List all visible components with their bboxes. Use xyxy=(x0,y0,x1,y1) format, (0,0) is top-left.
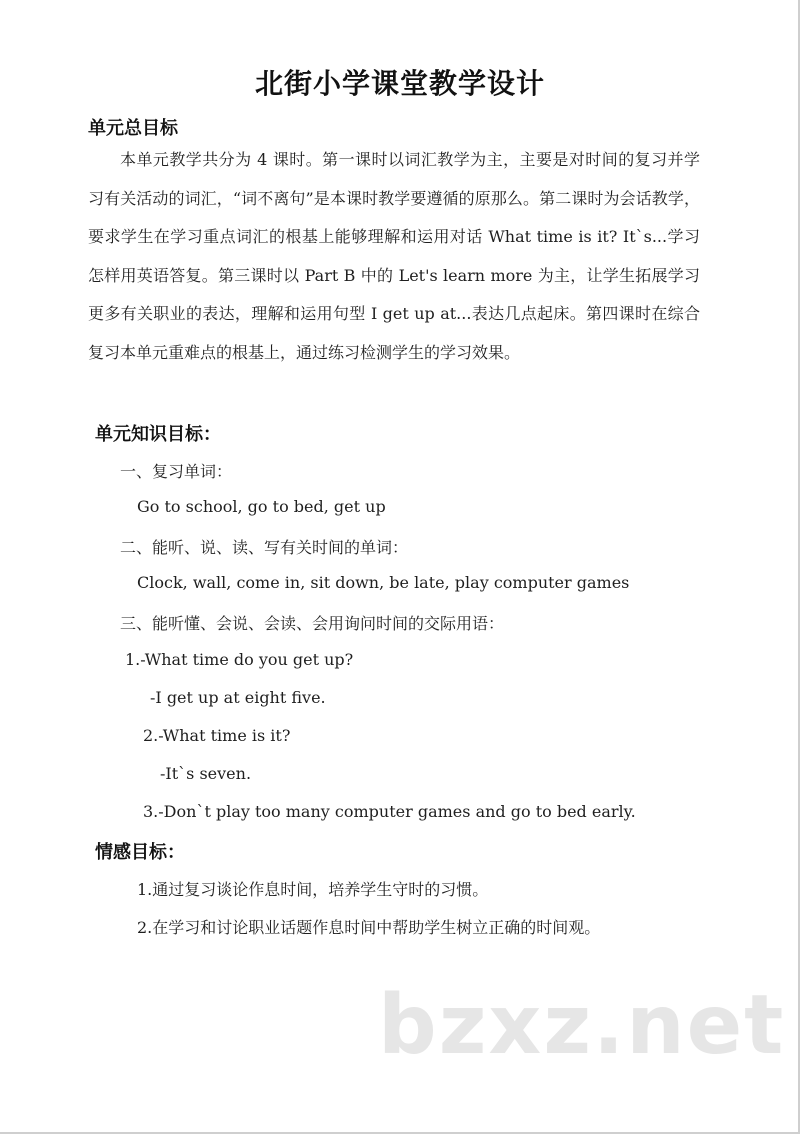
knowledge-item2-words: Clock, wall, come in, sit down, be late, play computer games xyxy=(137,573,630,592)
knowledge-item1-label: 一、复习单词： xyxy=(120,462,233,481)
dialog-1-answer: -I get up at eight five. xyxy=(150,688,326,707)
watermark: bzxz.net xyxy=(378,978,786,1073)
emotion-item1: 1.通过复习谈论作息时间，培养学生守时的习惯。 xyxy=(137,880,489,899)
dialog-2-question: 2.-What time is it? xyxy=(143,726,291,745)
unit-goal-paragraph: 本单元教学共分为 4 课时。第一课时以词汇教学为主，主要是对时间的复习并学习有关活动的词汇，“词不离句”是本课时教学要遵循的原那么。第二课时为会话教学，要求学生在学习重点词汇的根基上能够理解和运用对话 What time is it? It`s...学习怎样用英语答复。第三课时以 Part B 中的 Let's learn more 为主，让学生拓展学习更多有关职业的表达，理解和运用句型 I get up at...表达几点起床。第四课时在综合复习本单元重难点的根基上，通过练习检测学生的学习效果。 xyxy=(88,150,700,362)
knowledge-item1-words: Go to school, go to bed, get up xyxy=(137,497,386,516)
page-title: 北街小学课堂教学设计 xyxy=(254,67,545,100)
dialog-1-question: 1.-What time do you get up? xyxy=(125,650,354,669)
dialog-2-answer: -It`s seven. xyxy=(160,764,252,783)
knowledge-heading: 单元知识目标： xyxy=(95,424,221,445)
emotion-heading: 情感目标： xyxy=(95,842,185,863)
unit-goal-heading: 单元总目标 xyxy=(88,118,178,139)
knowledge-item3-label: 三、能听懂、会说、会读、会用询问时间的交际用语： xyxy=(120,614,505,633)
knowledge-item2-label: 二、能听、说、读、写有关时间的单词： xyxy=(120,538,409,557)
dialog-3: 3.-Don`t play too many computer games and go to bed early. xyxy=(143,802,636,821)
emotion-item2: 2.在学习和讨论职业话题作息时间中帮助学生树立正确的时间观。 xyxy=(137,918,601,937)
